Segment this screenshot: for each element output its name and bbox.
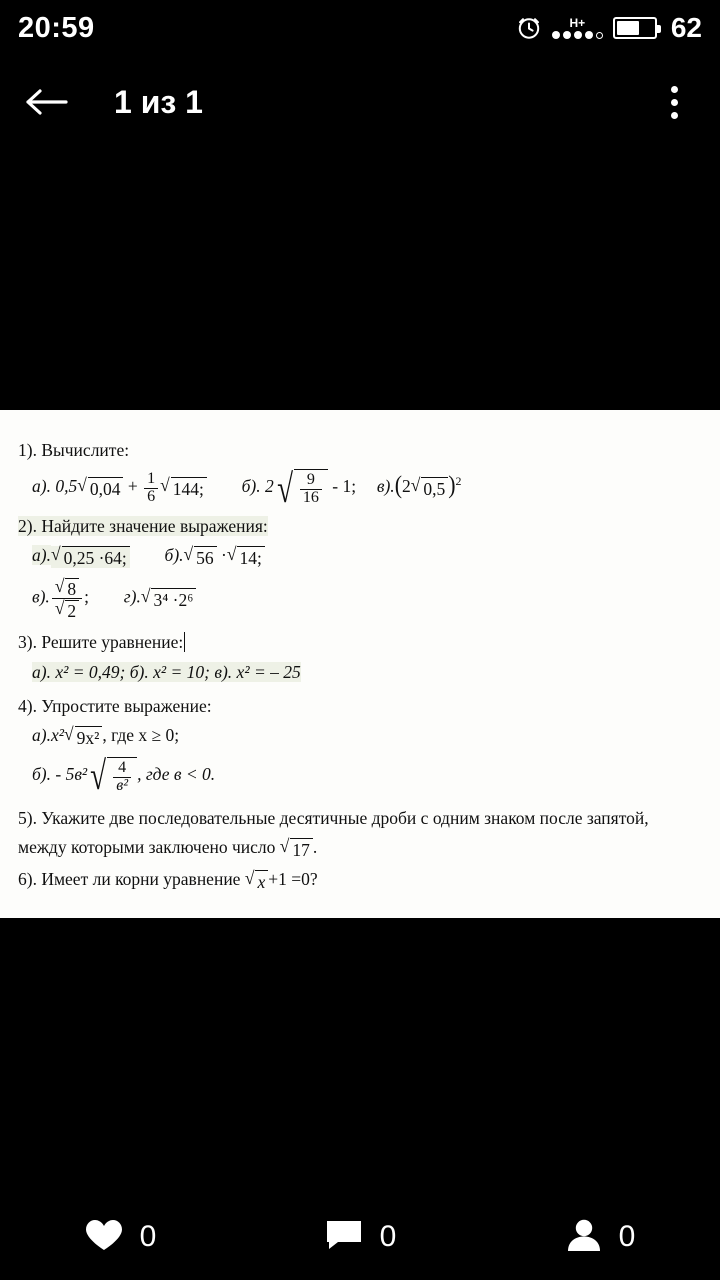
followers-count: 0 [618,1220,636,1253]
doc-line-task3 [18,632,706,652]
alarm-clock-icon [516,15,542,41]
signal-strength-icon [552,17,603,39]
doc-line-task2ab: а). √ 0,25 ·64; б). √ 56 · √ 14; [18,545,706,568]
arrow-left-icon [24,85,68,119]
task3-heading: 3). Решите уравнение: [18,632,184,653]
doc-line-task4a: а).х² √ 9х² , где х ≥ 0; [32,723,180,748]
page-title: 1 из 1 [114,83,203,120]
doc-line-task5-1: 5). Укажите две последовательные десятичные дроби с одним знаком после запятой, [18,807,649,828]
comment-action[interactable] [240,1217,480,1258]
status-indicators [516,12,702,44]
doc-line-task6: 6). Имеет ли корни уравнение √ х +1 =0? [18,867,318,892]
followers-action[interactable] [480,1217,720,1258]
doc-line-task5-2: между которыми заключено число √ 17 . [18,835,318,860]
like-count: 0 [139,1220,157,1253]
more-vertical-icon [671,86,678,93]
person-icon [565,1217,603,1258]
status-bar [0,0,720,56]
doc-line-task4b: б). - 5в² √ $\frac{4}{\text{в²}}$ , где в < 0. [32,753,216,799]
back-button[interactable] [0,56,92,148]
comment-count: 0 [379,1220,397,1253]
task4-heading: 4). Упростите выражение: [18,695,212,716]
battery-icon [613,17,657,39]
doc-line-task1 [18,440,706,460]
doc-line-task4 [18,696,706,716]
bottom-action-bar [0,1194,720,1280]
app-bar [0,56,720,148]
doc-line-task3a: а). х² = 0,49; б). х² = 10; в). х² = – 25 [32,661,301,682]
status-clock: 20:59 [18,11,95,44]
network-type-label: H+ [569,16,586,30]
doc-line-task1a: а). 0,5 √ 0,04 + $\frac{1}{6}$ √ 144; б). 2 √ $\frac{9}{16}$ - 1; в).(2 √ 0,5 )$^2$ [32,465,462,511]
comment-icon [324,1217,364,1258]
task2-heading: 2). Найдите значение выражения: [18,515,268,536]
attached-document-image[interactable] [0,410,720,918]
doc-line-task2 [18,516,706,536]
doc-line-task2vg: в). √ 8 √ 2 ; г). √ 3⁴ ·2⁶ [18,577,706,620]
more-options-button[interactable] [628,56,720,148]
like-action[interactable] [0,1217,240,1258]
battery-percent-label: 62 [670,12,702,43]
task1-heading: 1). Вычислите: [18,440,130,460]
heart-icon [84,1217,124,1258]
